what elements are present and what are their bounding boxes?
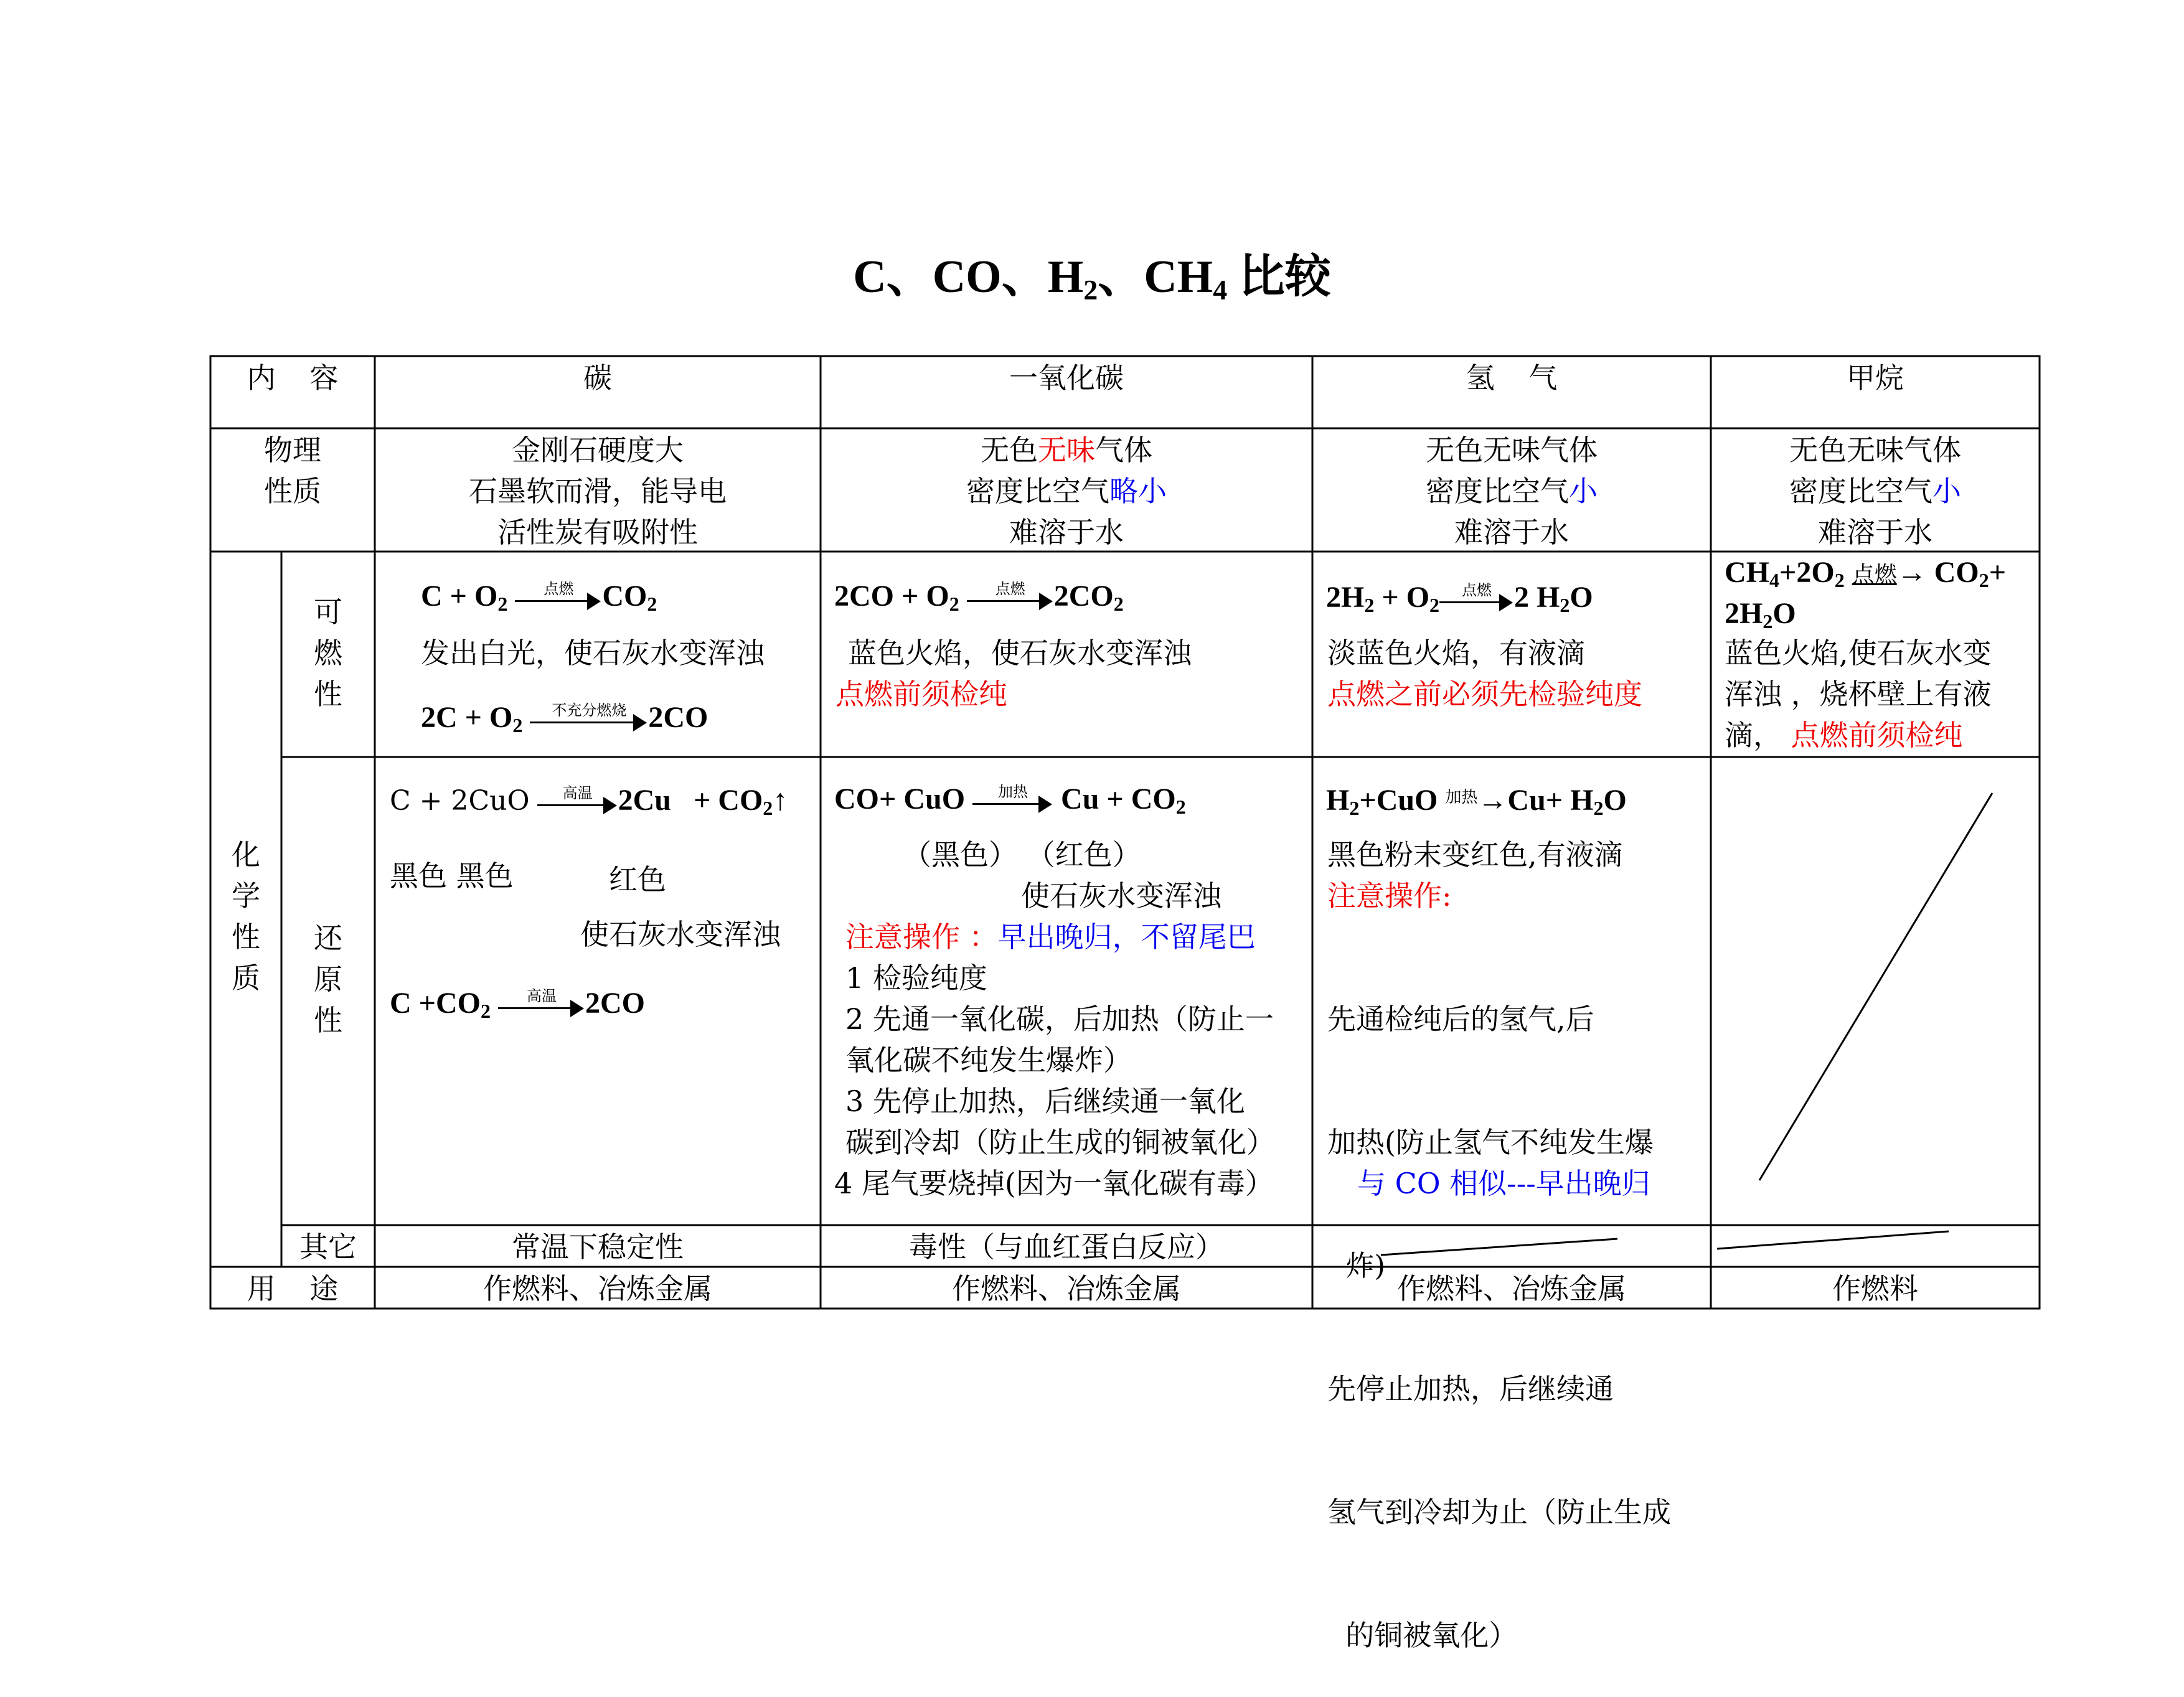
equation-h2-reduction: $H_2+CuO$ $^{加热}\to Cu+ H_2O$ <box>1326 784 1627 819</box>
combustion-co-text: 蓝色火焰，使石灰水变浑浊 <box>848 636 1192 670</box>
equation-ch4-product: $2H_2O$ <box>1725 597 1796 632</box>
header-carbon: 碳 <box>583 361 612 395</box>
row-label-other: 其它 <box>299 1230 357 1264</box>
reduction-h2-steps: 先通检纯后的氢气,后 加热(防止氢气不纯发生爆 炸) 先停止加热，后继续通 氢气到冷却为止（防止生成 的铜被氧化） <box>1327 1002 1671 1652</box>
page-title: C、CO、$H_2$、$CH_4$ 比较 <box>853 251 1331 306</box>
other-carbon: 常温下稳定性 <box>512 1230 684 1264</box>
use-co: 作燃料、冶炼金属 <box>952 1272 1181 1305</box>
row-label-use: 用 途 <box>247 1272 339 1305</box>
equation-c-reduction: C + 2CuO 高温 $2Cu + CO_2↑$ <box>390 784 788 819</box>
reduction-h2-text: 黑色粉末变红色,有液滴 <box>1327 838 1623 872</box>
row-label-physical: 物理 性质 <box>264 433 321 508</box>
equation-c-combustion: $C + O_2$ 点燃 $CO_2$ <box>421 580 657 615</box>
reduction-co-colors: （黑色） （红色） <box>903 838 1141 872</box>
combustion-c-text: 发出白光，使石灰水变浑浊 <box>421 636 765 670</box>
equation-co-combustion: $2CO + O_2$ 点燃 $2CO_2$ <box>834 580 1124 615</box>
physical-carbon: 金刚石硬度大 石墨软而滑，能导电 活性炭有吸附性 <box>469 433 727 549</box>
other-co: 毒性（与血红蛋白反应） <box>909 1230 1224 1264</box>
empty-slash <box>1717 1231 1949 1249</box>
combustion-co-warning: 点燃前须检纯 <box>835 677 1007 711</box>
combustion-h2-warning: 点燃之前必须先检验纯度 <box>1327 677 1642 711</box>
equation-co-reduction: CO+ CuO 加热 $Cu + CO_2$ <box>834 783 1186 818</box>
row-label-reducing: 还 原 性 <box>314 921 342 1037</box>
reduction-co-steps: 1 检验纯度 2 先通一氧化碳，后加热（防止一 氧化碳不纯发生爆炸） 3 先停止加热，后继续通一氧化 碳到冷却（防止生成的铜被氧化） 4 尾气要烧掉(因为一氧化碳有毒） <box>834 961 1275 1200</box>
row-label-combustible: 可 燃 性 <box>314 595 342 711</box>
physical-co: 无色无味气体 密度比空气略小 难溶于水 <box>966 433 1167 549</box>
empty-slash <box>1759 793 1992 1180</box>
reduction-co-note: 注意操作 ：早出晚归，不留尾巴 <box>845 920 1256 954</box>
header-co: 一氧化碳 <box>1009 361 1124 395</box>
header-h2: 氢 气 <box>1466 361 1558 395</box>
header-ch4: 甲烷 <box>1847 361 1904 395</box>
use-carbon: 作燃料、冶炼金属 <box>483 1272 712 1305</box>
reduction-h2-similar: 与 CO 相似---早出晚归 <box>1357 1167 1650 1200</box>
physical-h2: 无色无味气体 密度比空气小 难溶于水 <box>1426 433 1598 549</box>
reduction-c-turbid: 使石灰水变浑浊 <box>580 918 781 951</box>
header-content: 内 容 <box>247 361 339 395</box>
combustion-ch4-text: 蓝色火焰,使石灰水变 浑浊 ，烧杯壁上有液 滴， 点燃前须检纯 <box>1725 636 1992 752</box>
equation-ch4-combustion: $CH_4+2O_2$ 点燃→ $CO_2+$ <box>1725 556 2007 591</box>
equation-h2-combustion: $2H_2 + O_2$ 点燃 2 $H_2O$ <box>1326 581 1593 616</box>
use-ch4: 作燃料 <box>1832 1272 1918 1305</box>
physical-ch4: 无色无味气体 密度比空气小 难溶于水 <box>1789 433 1961 549</box>
reduction-c-black: 黑色 黑色 <box>390 859 514 893</box>
reduction-h2-note: 注意操作: <box>1327 879 1452 913</box>
equation-c-incomplete: $2C + O_2$ 不充分燃烧 2CO <box>421 701 708 736</box>
use-h2: 作燃料、冶炼金属 <box>1397 1272 1626 1305</box>
combustion-h2-text: 淡蓝色火焰，有液滴 <box>1327 636 1585 670</box>
reduction-co-turbid: 使石灰水变浑浊 <box>1021 879 1221 913</box>
row-label-chemical: 化 学 性 质 <box>232 838 260 995</box>
reduction-c-red: 红色 <box>609 863 666 896</box>
equation-c-co2: $C +CO_2$ 高温 2CO <box>390 987 646 1022</box>
